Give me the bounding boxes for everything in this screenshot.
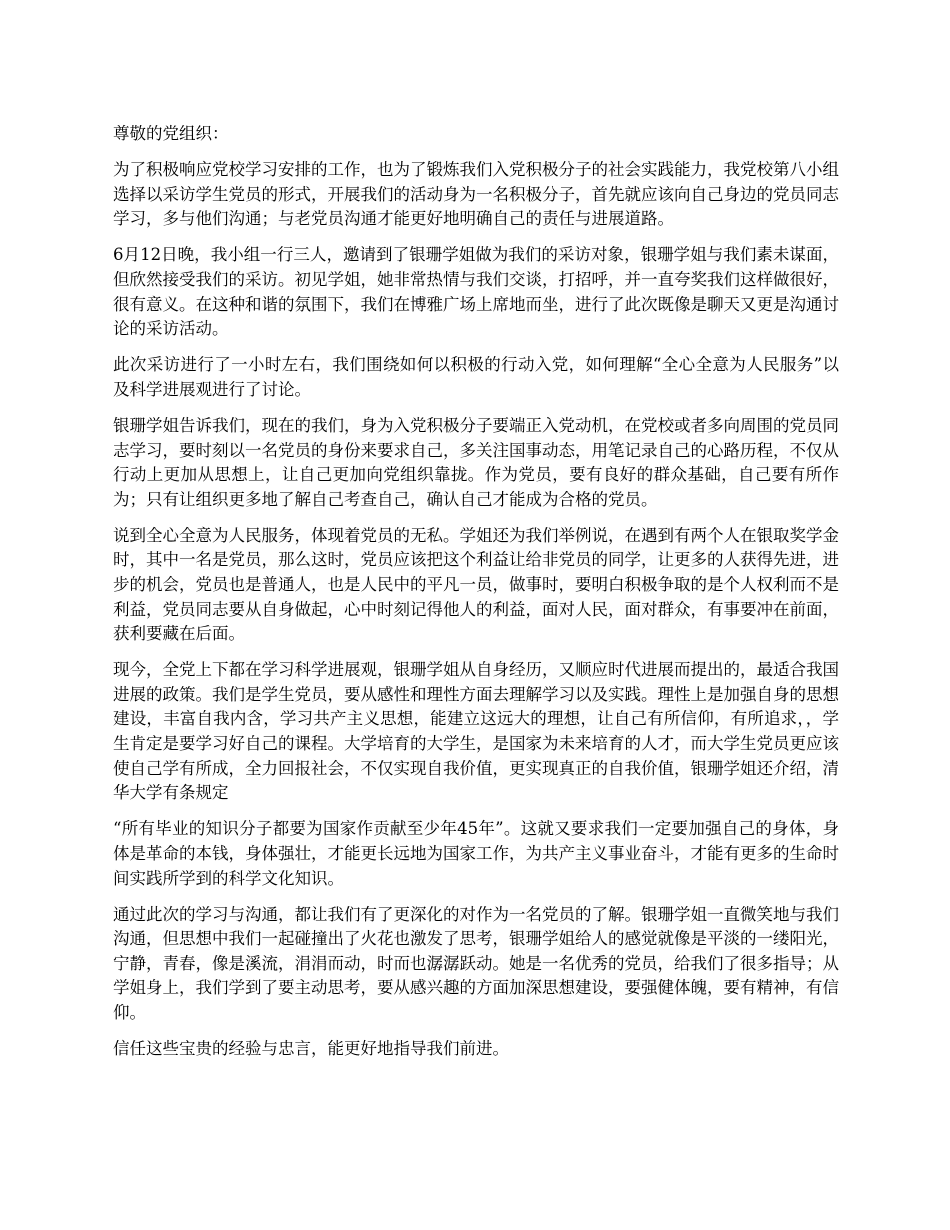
paragraph-8: 通过此次的学习与沟通，都让我们有了更深化的对作为一名党员的了解。银珊学姐一直微笑地与我们沟通，但思想中我们一起碰撞出了火花也激发了思考，银珊学姐给人的感觉就像是平淡的一缕阳光，宁静，青春，像是溪流，涓涓而动，时而也潺潺跃动。她是一名优秀的党员，给我们了很多指导；从学姐身上，我们学到了要主动思考，要从感兴趣的方面加深思想建设，要强健体魄，要有精神，有信仰。: [113, 904, 839, 1022]
paragraph-4: 银珊学姐告诉我们，现在的我们，身为入党积极分子要端正入党动机，在党校或者多向周围的党员同志学习，要时刻以一名党员的身份来要求自己，多关注国事动态，用笔记录自己的心路历程，不仅从行动上更加从思想上，让自己更加向党组织靠拢。作为党员，要有良好的群众基础，自己要有所作为；只有让组织更多地了解自己考查自己，确认自己才能成为合格的党员。: [113, 415, 839, 509]
paragraph-7: “所有毕业的知识分子都要为国家作贡献至少年45年”。这就又要求我们一定要加强自己的身体，身体是革命的本钱，身体强壮，才能更长远地为国家工作，为共产主义事业奋斗，才能有更多的生命时间实践所学到的科学文化知识。: [113, 819, 839, 888]
salutation: 尊敬的党组织：: [113, 124, 229, 143]
paragraph-6: 现今，全党上下都在学习科学进展观，银珊学姐从自身经历，又顺应时代进展而提出的，最适合我国进展的政策。我们是学生党员，要从感性和理性方面去理解学习以及实践。理性上是加强自身的思想建设，丰富自我内含，学习共产主义思想，能建立这远大的理想，让自己有所信仰，有所追求，，学生肯定是要学习好自己的课程。大学培育的大学生，是国家为未来培育的人才，而大学生党员更应该使自己学有所成，全力回报社会，不仅实现自我价值，更实现真正的自我价值，银珊学姐还介绍，清华大学有条规定: [113, 660, 839, 803]
document-page: [113, 122, 839, 1073]
paragraph-1: 为了积极响应党校学习安排的工作，也为了锻炼我们入党积极分子的社会实践能力，我党校第八小组选择以采访学生党员的形式，开展我们的活动身为一名积极分子，首先就应该向自己身边的党员同志学习，多与他们沟通；与老党员沟通才能更好地明确自己的责任与进展道路。: [113, 160, 839, 229]
paragraph-2: 6月12日晚，我小组一行三人，邀请到了银珊学姐做为我们的采访对象，银珊学姐与我们素未谋面，但欣然接受我们的采访。初见学姐，她非常热情与我们交谈，打招呼，并一直夸奖我们这样做很好，很有意义。在这种和谐的氛围下，我们在博雅广场上席地而坐，进行了此次既像是聊天又更是沟通讨论的采访活动。: [113, 245, 839, 339]
paragraph-9: 信任这些宝贵的经验与忠言，能更好地指导我们前进。: [113, 1039, 509, 1059]
paragraph-3: 此次采访进行了一小时左右，我们围绕如何以积极的行动入党，如何理解“全心全意为人民服务”以及科学进展观进行了讨论。: [113, 355, 839, 399]
paragraph-5: 说到全心全意为人民服务，体现着党员的无私。学姐还为我们举例说，在遇到有两个人在银取奖学金时，其中一名是党员，那么这时，党员应该把这个利益让给非党员的同学，让更多的人获得先进，进步的机会，党员也是普通人，也是人民中的平凡一员，做事时，要明白积极争取的是个人权利而不是利益，党员同志要从自身做起，心中时刻记得他人的利益，面对人民，面对群众，有事要冲在前面，获利要藏在后面。: [113, 525, 839, 644]
